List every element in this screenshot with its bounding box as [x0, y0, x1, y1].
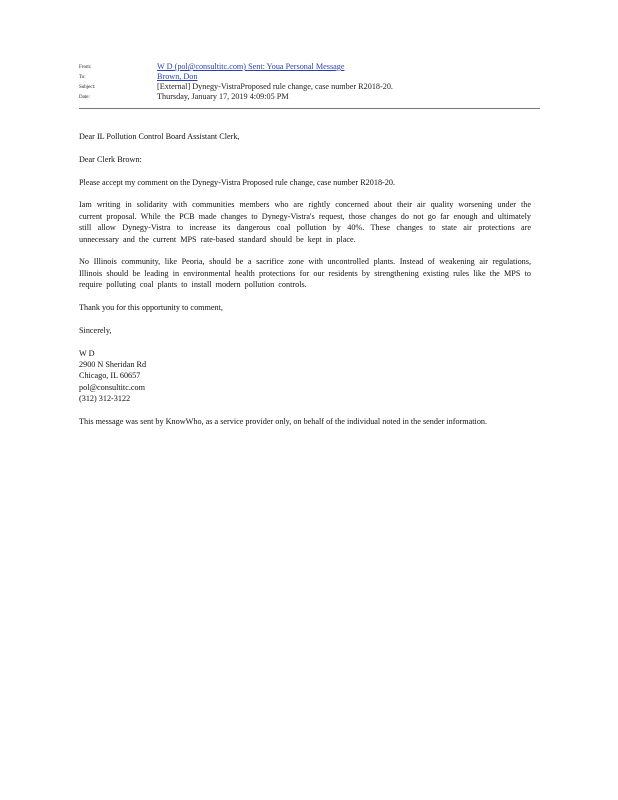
from-label: From: [79, 65, 92, 70]
salutation-clerk: Dear Clerk Brown: [79, 154, 142, 164]
signature-phone: (312) 312-3122 [79, 394, 131, 404]
paragraph-intro: Please accept my comment on the Dynegy-Vistra Proposed rule change, case number R2018-20. [79, 177, 395, 187]
signature-block [79, 348, 531, 405]
paragraph-concern: Iam writing in solidarity with communities members who are rightly concerned about their air quality worsening under the current proposal. While the PCB made changes to Dynegy-Vistra's request, those changes do not go far enough and ultimately still allow Dynegy-Vistra to increase its dangerous coal pollution by 40%. These changes to state air protections are unnecessary and the current MPS rate-based standard should be kept in place. [79, 200, 531, 244]
signature-email: pol@consultitc.com [79, 382, 145, 392]
to-label: To: [79, 75, 86, 80]
paragraph-thanks: Thank you for this opportunity to comment, [79, 303, 223, 313]
footer-notice: This message was sent by KnowWho, as a service provider only, on behalf of the individual noted in the sender information. [79, 417, 488, 427]
header-row-date [79, 92, 539, 102]
signature-street: 2900 N Sheridan Rd [79, 360, 147, 370]
header-row-subject [79, 82, 539, 92]
header-row-to [79, 72, 539, 82]
date-value: Thursday, January 17, 2019 4:09:05 PM [157, 92, 289, 101]
signature-name: W D [79, 348, 95, 358]
subject-label: Subject: [79, 85, 96, 90]
email-header [79, 62, 539, 102]
closing: Sincerely, [79, 325, 112, 335]
date-label: Date: [79, 95, 90, 100]
header-divider [79, 108, 540, 109]
salutation-board: Dear IL Pollution Control Board Assistant Clerk, [79, 132, 240, 141]
to-value-link[interactable]: Brown, Don [157, 72, 198, 81]
header-row-from [79, 62, 539, 72]
email-body [79, 131, 531, 439]
paragraph-illinois: No Illinois community, like Peoria, should be a sacrifice zone with uncontrolled plants. Instead of weakening air regulations, Illinois should be leading in environmental health protections for our residents by strengthening existing rules like the MPS to require polluting coal plants to install modern pollution controls. [79, 257, 531, 290]
signature-city: Chicago, IL 60657 [79, 371, 141, 381]
subject-value: [External] Dynegy-VistraProposed rule change, case number R2018-20. [157, 82, 393, 91]
from-value-link[interactable]: W D (pol@consultitc.com) Sent: Youa Personal Message [157, 62, 345, 71]
